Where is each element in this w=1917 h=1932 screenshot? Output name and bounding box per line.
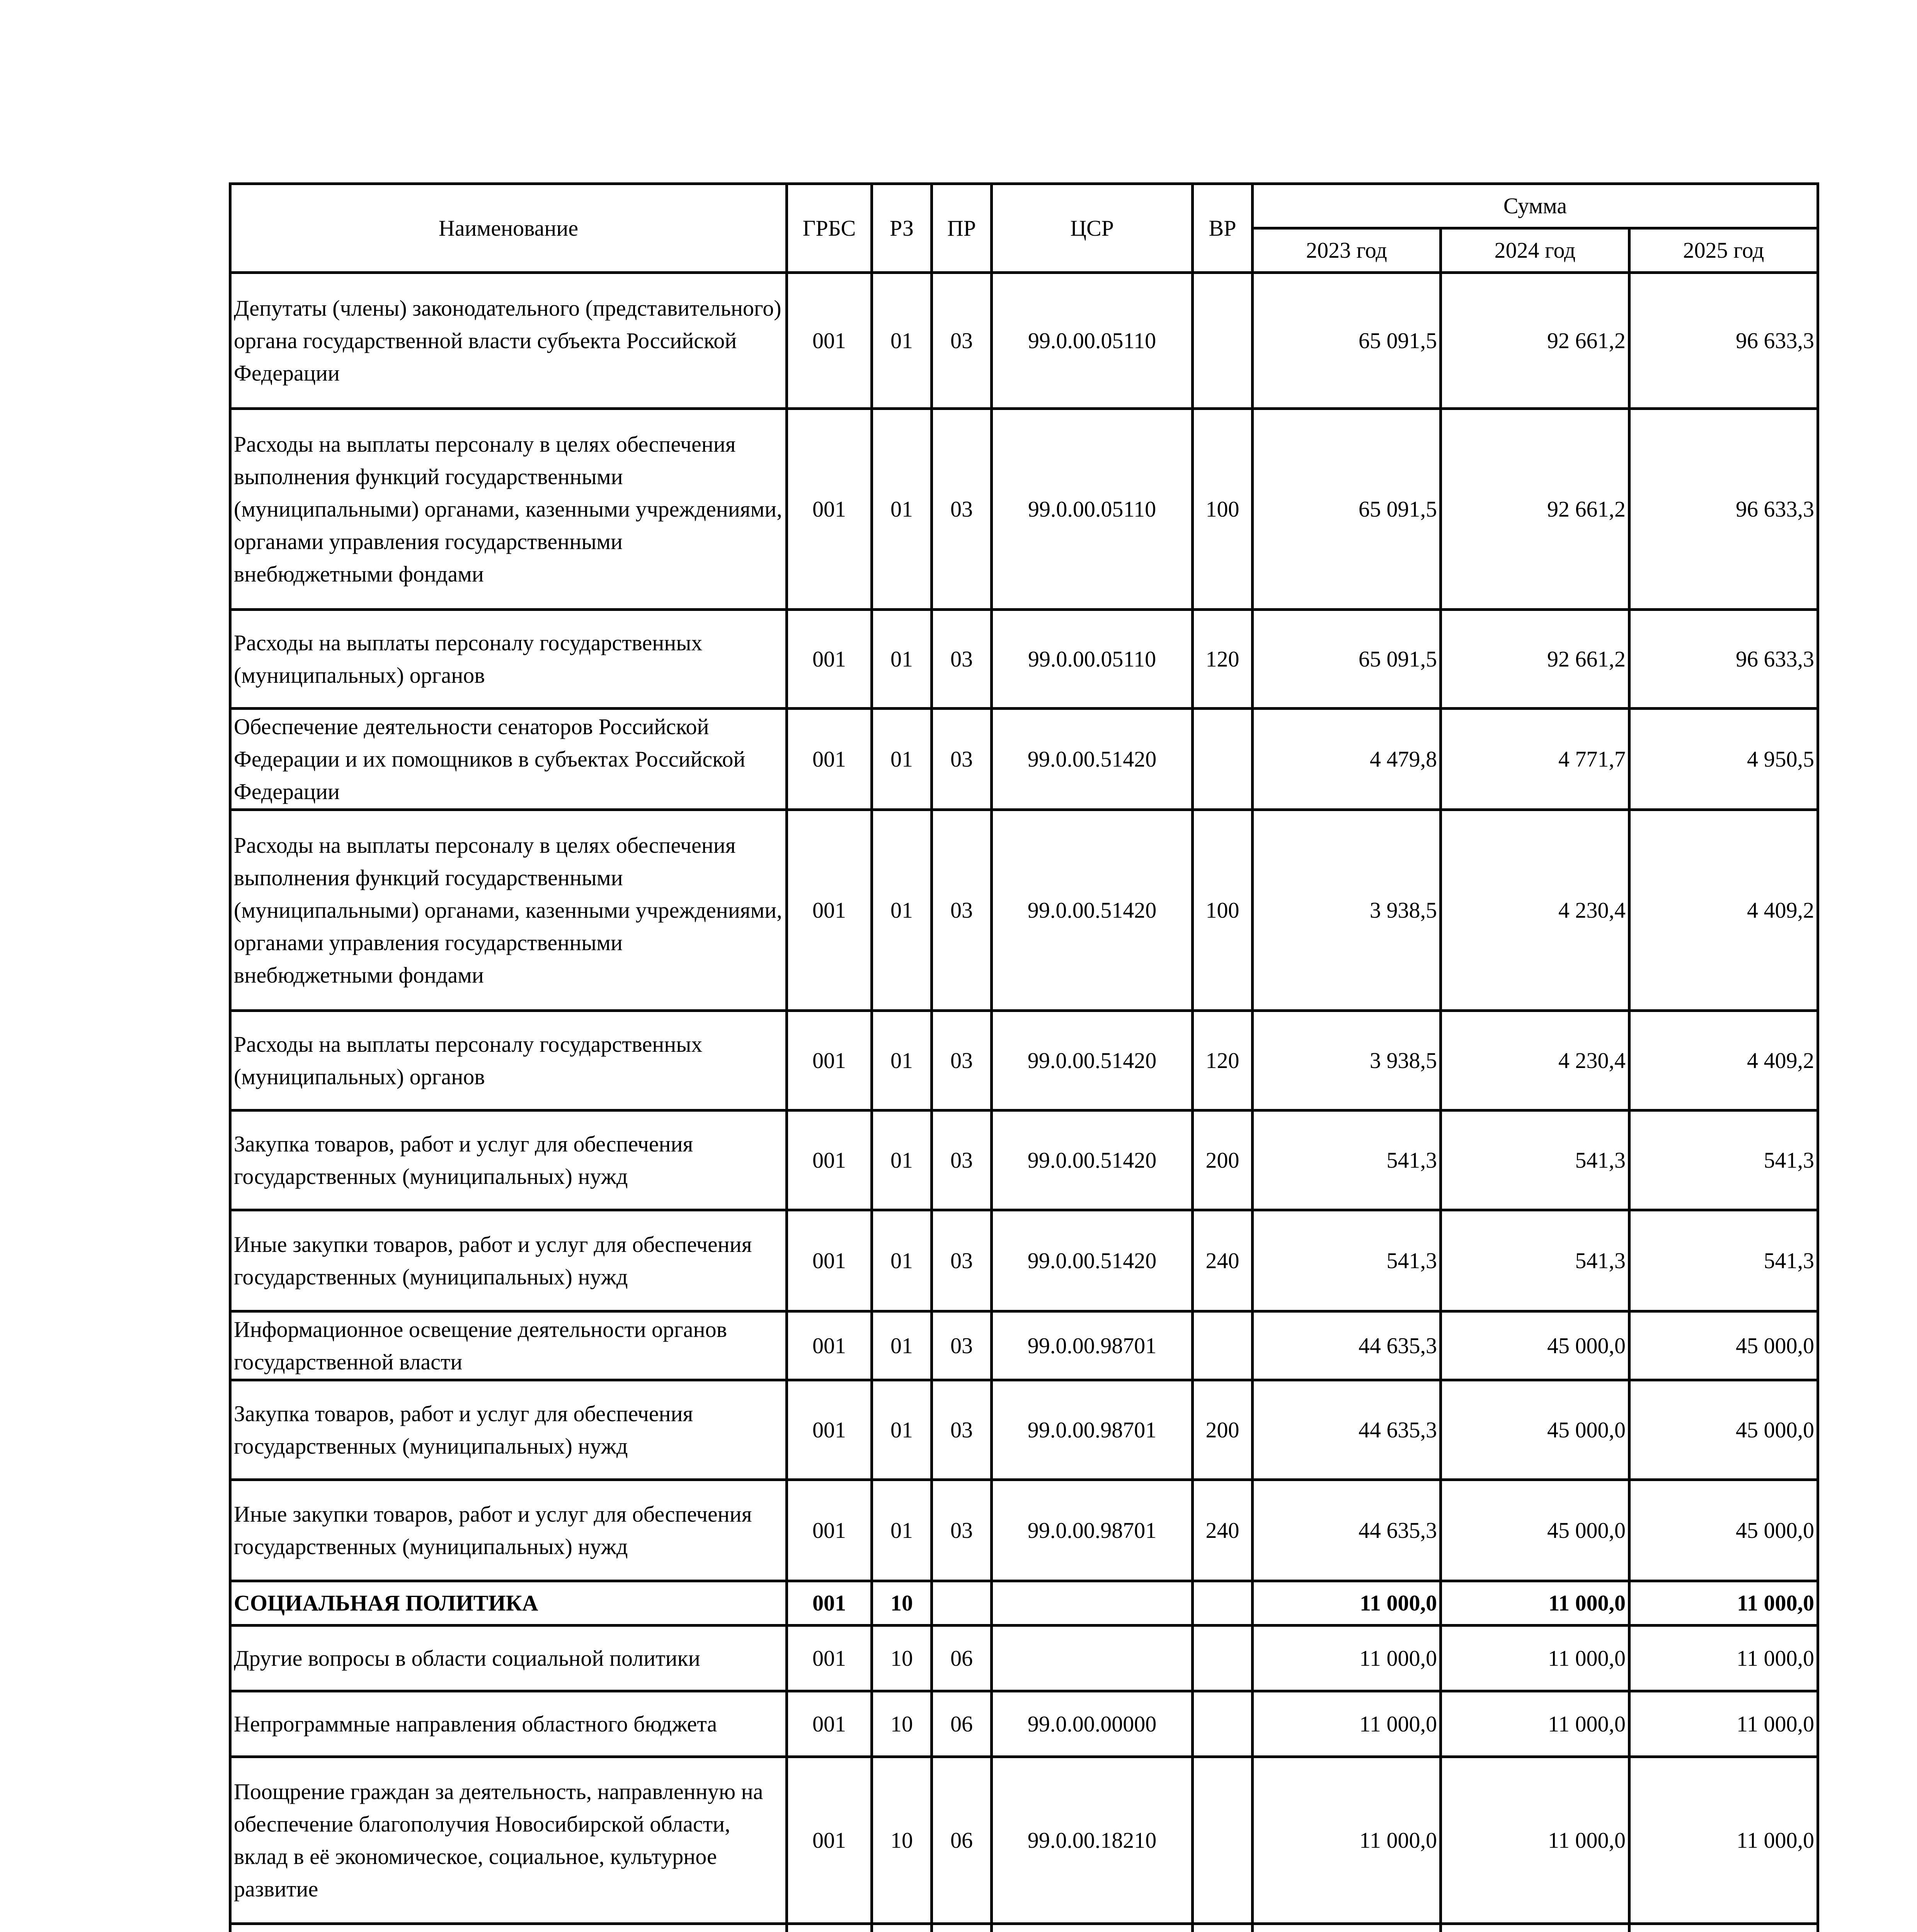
table-row xyxy=(230,1380,1818,1480)
cell-vr: 120 xyxy=(1193,1011,1253,1111)
cell-vr: 240 xyxy=(1193,1210,1253,1311)
table-row xyxy=(230,1311,1818,1380)
cell-y2023: 541,3 xyxy=(1253,1210,1441,1311)
cell-name: Непрограммные направления областного бюджета xyxy=(230,1691,787,1757)
cell-y2025: 96 633,3 xyxy=(1629,610,1818,709)
cell-pr xyxy=(932,1581,992,1626)
cell-y2024: 11 000,0 xyxy=(1441,1691,1629,1757)
budget-table xyxy=(229,182,1819,1932)
cell-rz: 01 xyxy=(872,1480,932,1581)
cell-vr: 100 xyxy=(1193,810,1253,1011)
cell-name: Расходы на выплаты персоналу в целях обеспечения выполнения функций государственными (муниципальными) органами, казенными учреждениями, органами управления государственными внебюджетными фондами xyxy=(230,409,787,610)
cell-y2025: 541,3 xyxy=(1629,1111,1818,1210)
cell-csr: 99.0.00.51420 xyxy=(992,1011,1193,1111)
cell-csr: 99.0.00.51420 xyxy=(992,1210,1193,1311)
table-row xyxy=(230,1210,1818,1311)
cell-csr: 99.0.00.98701 xyxy=(992,1380,1193,1480)
cell-y2024: 541,3 xyxy=(1441,1210,1629,1311)
cell-y2024: 45 000,0 xyxy=(1441,1311,1629,1380)
cell-pr: 03 xyxy=(932,1311,992,1380)
header-name: Наименование xyxy=(230,184,787,273)
cell-vr: 100 xyxy=(1193,409,1253,610)
cell-rz: 01 xyxy=(872,1210,932,1311)
cell-pr: 06 xyxy=(932,1757,992,1924)
cell-y2023: 65 091,5 xyxy=(1253,273,1441,409)
cell-name: Иные закупки товаров, работ и услуг для обеспечения государственных (муниципальных) нужд xyxy=(230,1480,787,1581)
header-grbs: ГРБС xyxy=(787,184,872,273)
cell-vr xyxy=(1193,1581,1253,1626)
cell-vr: 200 xyxy=(1193,1380,1253,1480)
cell-vr: 200 xyxy=(1193,1111,1253,1210)
cell-pr: 03 xyxy=(932,709,992,810)
cell-rz: 01 xyxy=(872,610,932,709)
cell-y2023: 65 091,5 xyxy=(1253,409,1441,610)
cell-vr xyxy=(1193,1626,1253,1691)
header-rz: РЗ xyxy=(872,184,932,273)
cell-grbs: 001 xyxy=(787,1626,872,1691)
header-year-2025: 2025 год xyxy=(1629,228,1818,273)
cell-y2025: 96 633,3 xyxy=(1629,409,1818,610)
cell-name: Расходы на выплаты персоналу государственных (муниципальных) органов xyxy=(230,610,787,709)
cell-y2025: 45 000,0 xyxy=(1629,1311,1818,1380)
cell-rz: 01 xyxy=(872,1380,932,1480)
cell-name: Другие вопросы в области социальной политики xyxy=(230,1626,787,1691)
header-year-2024: 2024 год xyxy=(1441,228,1629,273)
cell-pr: 03 xyxy=(932,409,992,610)
cell-name: Закупка товаров, работ и услуг для обеспечения государственных (муниципальных) нужд xyxy=(230,1111,787,1210)
cell-grbs: 001 xyxy=(787,1757,872,1924)
cell-grbs: 001 xyxy=(787,409,872,610)
cell-csr xyxy=(992,1581,1193,1626)
cell-vr xyxy=(1193,273,1253,409)
cell-rz: 01 xyxy=(872,409,932,610)
cell-y2023: 11 000,0 xyxy=(1253,1757,1441,1924)
cell-grbs: 001 xyxy=(787,1480,872,1581)
cell-rz: 01 xyxy=(872,810,932,1011)
table-row xyxy=(230,1011,1818,1111)
cell-y2023: 4 479,8 xyxy=(1253,709,1441,810)
cell-grbs: 001 xyxy=(787,709,872,810)
cell-y2024: 92 661,2 xyxy=(1441,409,1629,610)
table-row xyxy=(230,610,1818,709)
cell-vr xyxy=(1193,1757,1253,1924)
table-row xyxy=(230,810,1818,1011)
cell-rz: 01 xyxy=(872,1111,932,1210)
cell-y2023: 11 000,0 xyxy=(1253,1626,1441,1691)
cell-y2025: 11 000,0 xyxy=(1629,1757,1818,1924)
cell-csr: 99.0.00.51420 xyxy=(992,1111,1193,1210)
cell-pr: 03 xyxy=(932,1380,992,1480)
table-row xyxy=(230,273,1818,409)
header-vr: ВР xyxy=(1193,184,1253,273)
cell-name: Иные закупки товаров, работ и услуг для обеспечения государственных (муниципальных) нужд xyxy=(230,1210,787,1311)
table-row xyxy=(230,1626,1818,1691)
cell-y2023: 11 000,0 xyxy=(1253,1581,1441,1626)
cell-y2025: 4 409,2 xyxy=(1629,810,1818,1011)
cell-y2025: 11 000,0 xyxy=(1629,1691,1818,1757)
cell-grbs: 001 xyxy=(787,1311,872,1380)
table-header xyxy=(230,184,1818,273)
cell-y2023: 541,3 xyxy=(1253,1111,1441,1210)
cell-y2024: 4 230,4 xyxy=(1441,1011,1629,1111)
cell-y2023: 44 635,3 xyxy=(1253,1380,1441,1480)
cell-csr: 99.0.00.98701 xyxy=(992,1311,1193,1380)
table-row xyxy=(230,1924,1818,1932)
table-row xyxy=(230,1111,1818,1210)
table-row xyxy=(230,409,1818,610)
cell-y2025: 96 633,3 xyxy=(1629,273,1818,409)
cell-y2024: 4 771,7 xyxy=(1441,709,1629,810)
cell-csr: 99.0.00.18210 xyxy=(992,1757,1193,1924)
cell-grbs: 001 xyxy=(787,810,872,1011)
cell-vr xyxy=(1193,1311,1253,1380)
cell-vr: 120 xyxy=(1193,610,1253,709)
table-row xyxy=(230,1480,1818,1581)
cell-name: Депутаты (члены) законодательного (представительного) органа государственной власти субъекта Российской Федерации xyxy=(230,273,787,409)
table-row xyxy=(230,1691,1818,1757)
table-row xyxy=(230,1757,1818,1924)
cell-csr: 99.0.00.00000 xyxy=(992,1691,1193,1757)
cell-pr: 03 xyxy=(932,1011,992,1111)
cell-csr: 99.0.00.05110 xyxy=(992,409,1193,610)
cell-y2023: 11 000,0 xyxy=(1253,1691,1441,1757)
cell-vr xyxy=(1193,1924,1253,1932)
header-sum: Сумма xyxy=(1253,184,1818,228)
cell-name: Информационное освещение деятельности органов государственной власти xyxy=(230,1311,787,1380)
cell-csr: 99.0.00.51420 xyxy=(992,810,1193,1011)
cell-vr xyxy=(1193,709,1253,810)
cell-y2023: 44 635,3 xyxy=(1253,1311,1441,1380)
cell-grbs: 001 xyxy=(787,273,872,409)
cell-rz: 01 xyxy=(872,709,932,810)
cell-vr: 240 xyxy=(1193,1480,1253,1581)
cell-name: СОЦИАЛЬНАЯ ПОЛИТИКА xyxy=(230,1581,787,1626)
cell-y2025: 11 000,0 xyxy=(1629,1581,1818,1626)
cell-y2024: 45 000,0 xyxy=(1441,1480,1629,1581)
cell-name: Поощрение граждан за деятельность, направленную на обеспечение благополучия Новосибирской области, вклад в её экономическое, социальное, культурное развитие xyxy=(230,1757,787,1924)
header-pr: ПР xyxy=(932,184,992,273)
cell-y2025: 45 000,0 xyxy=(1629,1380,1818,1480)
cell-pr xyxy=(932,1924,992,1932)
cell-rz: 01 xyxy=(872,1311,932,1380)
cell-name: Расходы на выплаты персоналу государственных (муниципальных) органов xyxy=(230,1011,787,1111)
header-year-2023: 2023 год xyxy=(1253,228,1441,273)
cell-pr: 03 xyxy=(932,1210,992,1311)
cell-csr: 99.0.00.05110 xyxy=(992,273,1193,409)
cell-y2024: 11 000,0 xyxy=(1441,1581,1629,1626)
table-row xyxy=(230,709,1818,810)
cell-csr: 99.0.00.98701 xyxy=(992,1480,1193,1581)
cell-pr: 03 xyxy=(932,1480,992,1581)
header-csr: ЦСР xyxy=(992,184,1193,273)
cell-grbs xyxy=(787,1924,872,1932)
cell-rz: 10 xyxy=(872,1626,932,1691)
cell-y2025: 11 000,0 xyxy=(1629,1626,1818,1691)
cell-y2023 xyxy=(1253,1924,1441,1932)
cell-pr: 06 xyxy=(932,1691,992,1757)
cell-y2024: 4 230,4 xyxy=(1441,810,1629,1011)
cell-grbs: 001 xyxy=(787,610,872,709)
cell-y2024: 92 661,2 xyxy=(1441,610,1629,709)
cell-grbs: 001 xyxy=(787,1581,872,1626)
cell-y2023: 3 938,5 xyxy=(1253,1011,1441,1111)
cell-pr: 03 xyxy=(932,810,992,1011)
cell-grbs: 001 xyxy=(787,1011,872,1111)
cell-name: Расходы на выплаты персоналу в целях обеспечения выполнения функций государственными (муниципальными) органами, казенными учреждениями, органами управления государственными внебюджетными фондами xyxy=(230,810,787,1011)
cell-grbs: 001 xyxy=(787,1210,872,1311)
cell-pr: 06 xyxy=(932,1626,992,1691)
cell-y2025: 541,3 xyxy=(1629,1210,1818,1311)
cell-csr: 99.0.00.51420 xyxy=(992,709,1193,810)
cell-rz: 10 xyxy=(872,1581,932,1626)
cell-y2025 xyxy=(1629,1924,1818,1932)
cell-rz: 01 xyxy=(872,1011,932,1111)
cell-rz: 01 xyxy=(872,273,932,409)
cell-y2024 xyxy=(1441,1924,1629,1932)
table-body xyxy=(230,273,1818,1932)
cell-y2024: 11 000,0 xyxy=(1441,1626,1629,1691)
cell-y2024: 11 000,0 xyxy=(1441,1757,1629,1924)
cell-rz xyxy=(872,1924,932,1932)
table-row xyxy=(230,1581,1818,1626)
cell-y2023: 44 635,3 xyxy=(1253,1480,1441,1581)
cell-grbs: 001 xyxy=(787,1380,872,1480)
cell-y2023: 65 091,5 xyxy=(1253,610,1441,709)
cell-name xyxy=(230,1924,787,1932)
cell-pr: 03 xyxy=(932,273,992,409)
cell-csr: 99.0.00.05110 xyxy=(992,610,1193,709)
cell-name: Обеспечение деятельности сенаторов Российской Федерации и их помощников в субъектах Российской Федерации xyxy=(230,709,787,810)
cell-y2024: 541,3 xyxy=(1441,1111,1629,1210)
cell-grbs: 001 xyxy=(787,1111,872,1210)
cell-vr xyxy=(1193,1691,1253,1757)
cell-y2023: 3 938,5 xyxy=(1253,810,1441,1011)
cell-rz: 10 xyxy=(872,1757,932,1924)
cell-name: Закупка товаров, работ и услуг для обеспечения государственных (муниципальных) нужд xyxy=(230,1380,787,1480)
cell-pr: 03 xyxy=(932,610,992,709)
cell-csr xyxy=(992,1626,1193,1691)
cell-grbs: 001 xyxy=(787,1691,872,1757)
cell-y2025: 45 000,0 xyxy=(1629,1480,1818,1581)
cell-pr: 03 xyxy=(932,1111,992,1210)
cell-y2025: 4 409,2 xyxy=(1629,1011,1818,1111)
cell-rz: 10 xyxy=(872,1691,932,1757)
cell-y2024: 45 000,0 xyxy=(1441,1380,1629,1480)
cell-y2025: 4 950,5 xyxy=(1629,709,1818,810)
cell-csr xyxy=(992,1924,1193,1932)
cell-y2024: 92 661,2 xyxy=(1441,273,1629,409)
